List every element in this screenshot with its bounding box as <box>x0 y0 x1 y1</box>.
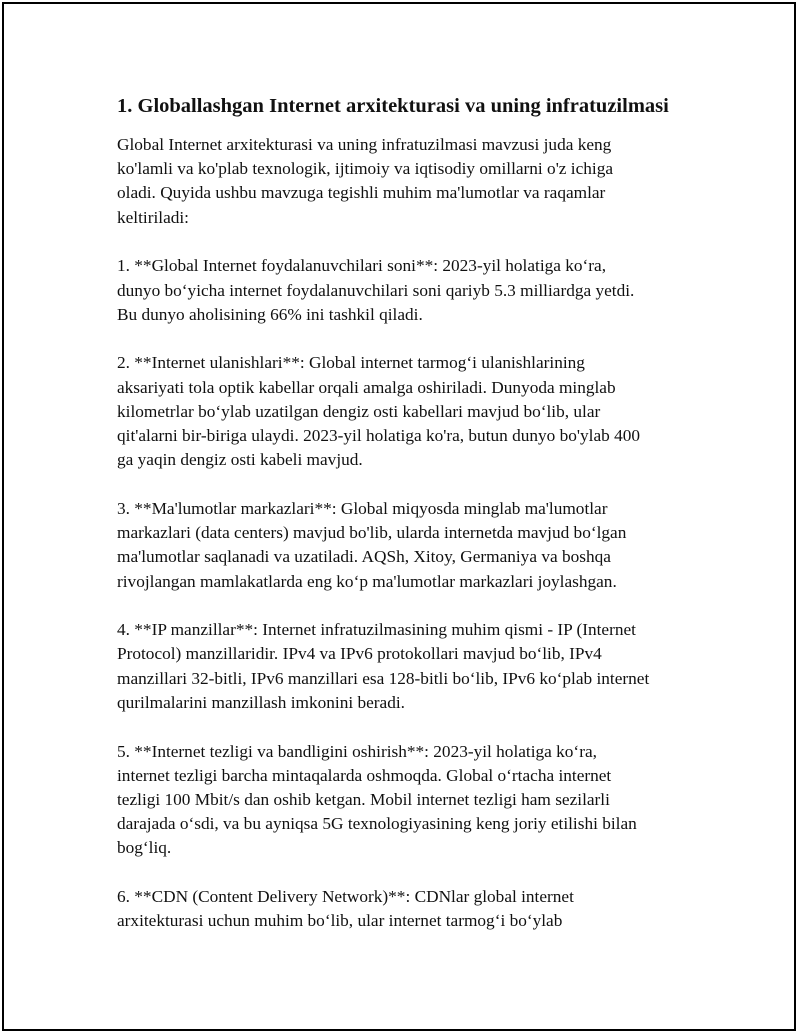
text-line: internet tezligi barcha mintaqalarda oshmoqda. Global oʻrtacha internet <box>117 765 612 785</box>
text-line: ga yaqin dengiz osti kabeli mavjud. <box>117 450 363 470</box>
text-line: tezligi 100 Mbit/s dan oshib ketgan. Mobil internet tezligi ham sezilarli <box>117 789 610 809</box>
text-line: Bu dunyo aholisining 66% ini tashkil qiladi. <box>117 304 423 324</box>
text-line: 6. **CDN (Content Delivery Network)**: CDNlar global internet <box>117 887 574 907</box>
text-line: qit'alarni bir-biriga ulaydi. 2023-yil holatiga ko'ra, butun dunyo bo'ylab 400 <box>117 426 641 446</box>
text-line: kilometrlar boʻylab uzatilgan dengiz osti kabellari mavjud boʻlib, ular <box>117 401 601 421</box>
text-line: keltiriladi: <box>117 207 189 227</box>
paragraph-item-6 <box>117 885 692 933</box>
text-line: dunyo boʻyicha internet foydalanuvchilari soni qariyb 5.3 milliardga yetdi. <box>117 280 635 300</box>
document-title: 1. Globallashgan Internet arxitekturasi va uning infratuzilmasi <box>117 95 669 117</box>
text-line: qurilmalarini manzillash imkonini beradi. <box>117 692 405 712</box>
paragraph-intro <box>117 133 692 230</box>
text-line: oladi. Quyida ushbu mavzuga tegishli muhim ma'lumotlar va raqamlar <box>117 183 606 203</box>
text-line: ma'lumotlar saqlanadi va uzatiladi. AQSh, Xitoy, Germaniya va boshqa <box>117 547 611 567</box>
text-line: 5. **Internet tezligi va bandligini oshirish**: 2023-yil holatiga koʻra, <box>117 741 597 761</box>
text-line: Global Internet arxitekturasi va uning infratuzilmasi mavzusi juda keng <box>117 135 612 154</box>
document-body <box>117 92 692 958</box>
paragraph-item-1 <box>117 254 692 327</box>
text-line: bogʻliq. <box>117 838 172 858</box>
text-line: rivojlangan mamlakatlarda eng koʻp ma'lumotlar markazlari joylashgan. <box>117 571 617 591</box>
text-line: aksariyati tola optik kabellar orqali amalga oshiriladi. Dunyoda minglab <box>117 377 616 397</box>
text-line: 3. **Ma'lumotlar markazlari**: Global miqyosda minglab ma'lumotlar <box>117 498 608 518</box>
text-line: Protocol) manzillaridir. IPv4 va IPv6 protokollari mavjud boʻlib, IPv4 <box>117 644 602 664</box>
text-line: 4. **IP manzillar**: Internet infratuzilmasining muhim qismi - IP (Internet <box>117 620 636 640</box>
text-line: darajada oʻsdi, va bu ayniqsa 5G texnologiyasining keng joriy etilishi bilan <box>117 814 637 834</box>
text-line: ko'lamli va ko'plab texnologik, ijtimoiy va iqtisodiy omillarni o'z ichiga <box>117 159 614 179</box>
text-line: manzillari 32-bitli, IPv6 manzillari esa 128-bitli boʻlib, IPv6 koʻplab internet <box>117 668 650 688</box>
text-line: markazlari (data centers) mavjud bo'lib, ularda internetda mavjud boʻlgan <box>117 523 627 543</box>
text-line: 2. **Internet ulanishlari**: Global internet tarmogʻi ulanishlarining <box>117 353 585 373</box>
paragraph-item-2 <box>117 351 692 472</box>
paragraph-item-3 <box>117 497 692 594</box>
text-line: arxitekturasi uchun muhim boʻlib, ular internet tarmogʻi boʻylab <box>117 911 563 931</box>
paragraph-item-5 <box>117 740 692 861</box>
text-line: 1. **Global Internet foydalanuvchilari soni**: 2023-yil holatiga koʻra, <box>117 256 607 276</box>
paragraph-item-4 <box>117 618 692 715</box>
